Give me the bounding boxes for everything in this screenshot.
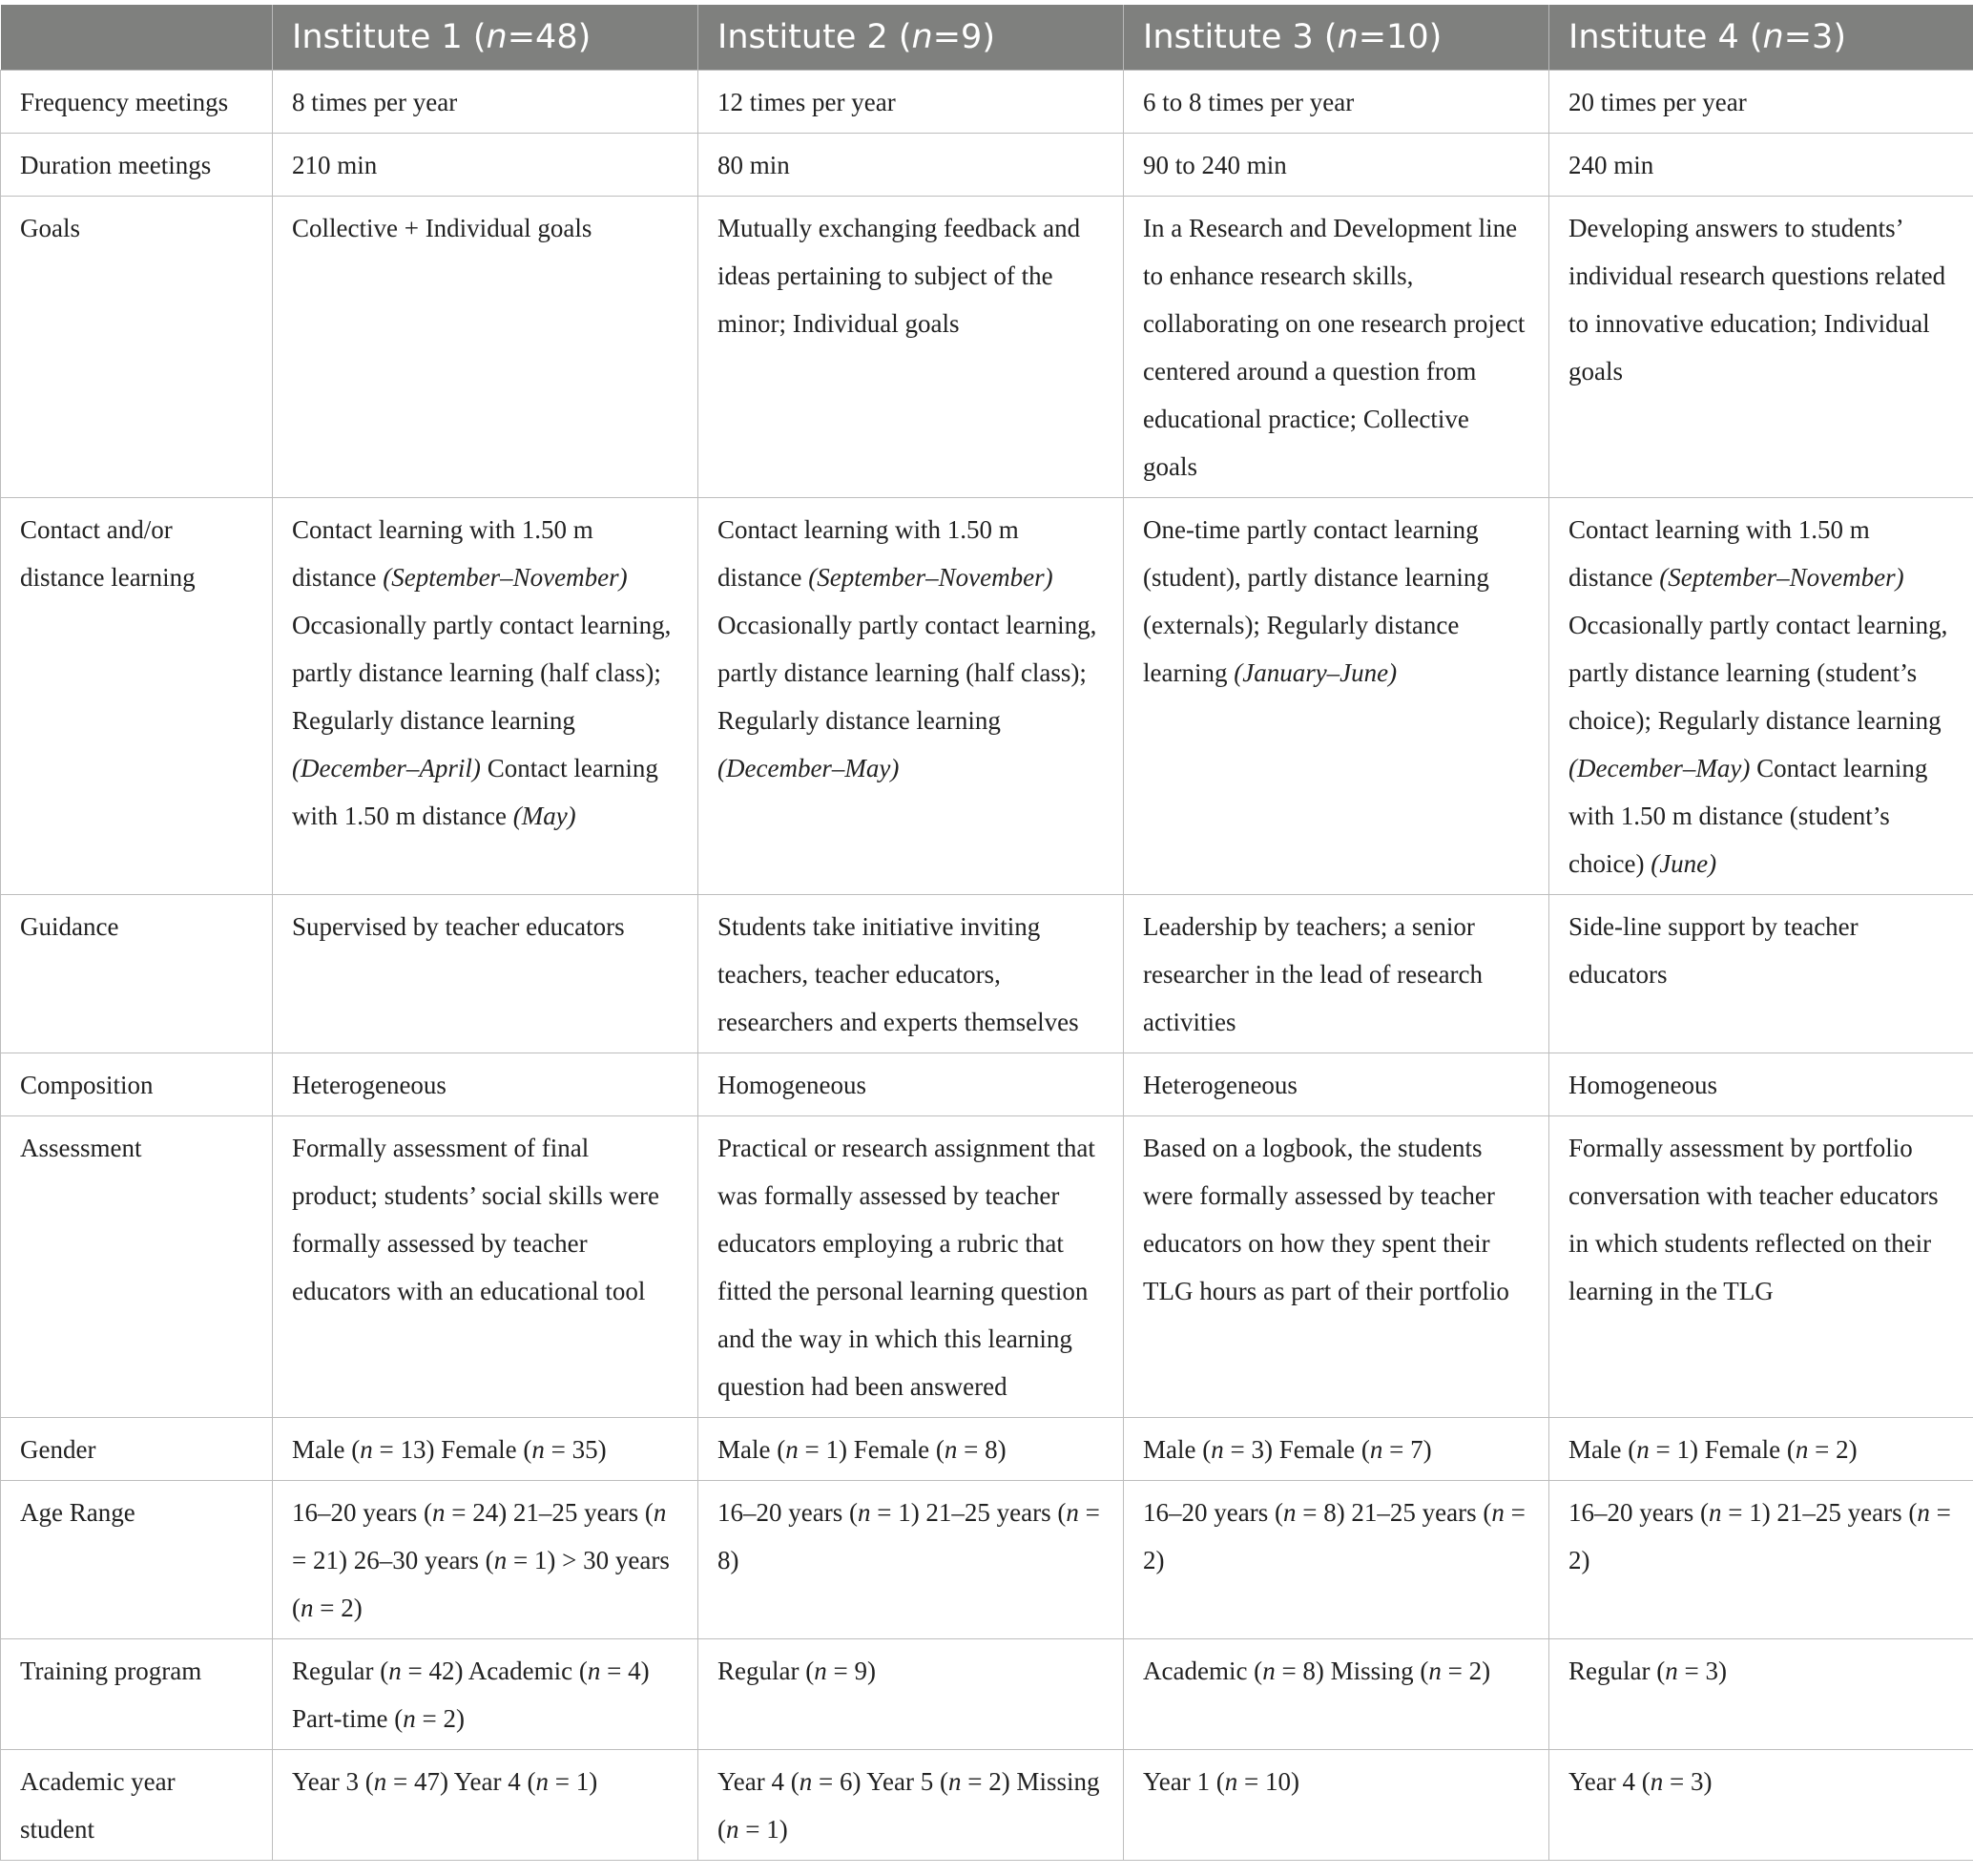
cell-institute-1: Heterogeneous xyxy=(273,1053,698,1116)
row-guidance xyxy=(1,895,1973,1053)
header-row xyxy=(1,5,1973,71)
institutes-comparison-table xyxy=(0,5,1973,1861)
cell-institute-3: 16–20 years (n = 8) 21–25 years (n = 2) xyxy=(1124,1481,1549,1639)
row-academic-year-student xyxy=(1,1750,1973,1861)
cell-institute-2: Male (n = 1) Female (n = 8) xyxy=(698,1418,1124,1481)
row-label: Duration meetings xyxy=(1,134,273,197)
row-label: Training program xyxy=(1,1639,273,1750)
row-composition xyxy=(1,1053,1973,1116)
header-institute-3: Institute 3 (n=10) xyxy=(1124,5,1549,71)
cell-institute-4: Formally assessment by portfolio conversation with teacher educators in which students reflected on their learning in the TLG xyxy=(1549,1116,1973,1418)
cell-institute-2: Regular (n = 9) xyxy=(698,1639,1124,1750)
cell-institute-1: Contact learning with 1.50 m distance (September–November) Occasionally partly contact learning, partly distance learning (half class); Regularly distance learning (December–April) Contact learning with 1.50 m distance (May) xyxy=(273,498,698,895)
cell-institute-1: Year 3 (n = 47) Year 4 (n = 1) xyxy=(273,1750,698,1861)
row-label: Composition xyxy=(1,1053,273,1116)
cell-institute-2: Contact learning with 1.50 m distance (September–November) Occasionally partly contact learning, partly distance learning (half class); Regularly distance learning (December–May) xyxy=(698,498,1124,895)
row-assessment xyxy=(1,1116,1973,1418)
row-label: Academic year student xyxy=(1,1750,273,1861)
cell-institute-3: Year 1 (n = 10) xyxy=(1124,1750,1549,1861)
cell-institute-3: Based on a logbook, the students were formally assessed by teacher educators on how they spent their TLG hours as part of their portfolio xyxy=(1124,1116,1549,1418)
cell-institute-2: 12 times per year xyxy=(698,71,1124,134)
cell-institute-1: 8 times per year xyxy=(273,71,698,134)
row-training-program xyxy=(1,1639,1973,1750)
row-label: Contact and/or distance learning xyxy=(1,498,273,895)
cell-institute-3: 6 to 8 times per year xyxy=(1124,71,1549,134)
cell-institute-4: Developing answers to students’ individual research questions related to innovative education; Individual goals xyxy=(1549,197,1973,498)
cell-institute-3: In a Research and Development line to enhance research skills, collaborating on one research project centered around a question from educational practice; Collective goals xyxy=(1124,197,1549,498)
cell-institute-2: Year 4 (n = 6) Year 5 (n = 2) Missing (n = 1) xyxy=(698,1750,1124,1861)
row-label: Age Range xyxy=(1,1481,273,1639)
cell-institute-4: 240 min xyxy=(1549,134,1973,197)
cell-institute-1: Formally assessment of final product; students’ social skills were formally assessed by teacher educators with an educational tool xyxy=(273,1116,698,1418)
row-label: Assessment xyxy=(1,1116,273,1418)
cell-institute-1: Male (n = 13) Female (n = 35) xyxy=(273,1418,698,1481)
cell-institute-3: Heterogeneous xyxy=(1124,1053,1549,1116)
cell-institute-4: Side-line support by teacher educators xyxy=(1549,895,1973,1053)
row-frequency-meetings xyxy=(1,71,1973,134)
cell-institute-3: One-time partly contact learning (student), partly distance learning (externals); Regularly distance learning (January–June) xyxy=(1124,498,1549,895)
row-label: Gender xyxy=(1,1418,273,1481)
row-gender xyxy=(1,1418,1973,1481)
cell-institute-2: Homogeneous xyxy=(698,1053,1124,1116)
row-duration-meetings xyxy=(1,134,1973,197)
cell-institute-4: Contact learning with 1.50 m distance (September–November) Occasionally partly contact learning, partly distance learning (student’s choice); Regularly distance learning (December–May) Contact learning with 1.50 m distance (student’s choice) (June) xyxy=(1549,498,1973,895)
cell-institute-3: 90 to 240 min xyxy=(1124,134,1549,197)
cell-institute-2: Students take initiative inviting teachers, teacher educators, researchers and experts themselves xyxy=(698,895,1124,1053)
cell-institute-3: Leadership by teachers; a senior researcher in the lead of research activities xyxy=(1124,895,1549,1053)
cell-institute-2: 80 min xyxy=(698,134,1124,197)
header-institute-4: Institute 4 (n=3) xyxy=(1549,5,1973,71)
cell-institute-3: Academic (n = 8) Missing (n = 2) xyxy=(1124,1639,1549,1750)
row-label: Guidance xyxy=(1,895,273,1053)
cell-institute-4: Year 4 (n = 3) xyxy=(1549,1750,1973,1861)
header-institute-2: Institute 2 (n=9) xyxy=(698,5,1124,71)
header-corner xyxy=(1,5,273,71)
cell-institute-4: 16–20 years (n = 1) 21–25 years (n = 2) xyxy=(1549,1481,1973,1639)
cell-institute-1: Collective + Individual goals xyxy=(273,197,698,498)
cell-institute-3: Male (n = 3) Female (n = 7) xyxy=(1124,1418,1549,1481)
cell-institute-1: 16–20 years (n = 24) 21–25 years (n = 21) 26–30 years (n = 1) > 30 years (n = 2) xyxy=(273,1481,698,1639)
row-label: Frequency meetings xyxy=(1,71,273,134)
row-age-range xyxy=(1,1481,1973,1639)
cell-institute-4: Male (n = 1) Female (n = 2) xyxy=(1549,1418,1973,1481)
cell-institute-4: Homogeneous xyxy=(1549,1053,1973,1116)
cell-institute-1: 210 min xyxy=(273,134,698,197)
header-institute-1: Institute 1 (n=48) xyxy=(273,5,698,71)
cell-institute-2: Mutually exchanging feedback and ideas pertaining to subject of the minor; Individual goals xyxy=(698,197,1124,498)
row-goals xyxy=(1,197,1973,498)
cell-institute-4: Regular (n = 3) xyxy=(1549,1639,1973,1750)
cell-institute-1: Regular (n = 42) Academic (n = 4) Part-time (n = 2) xyxy=(273,1639,698,1750)
cell-institute-2: Practical or research assignment that was formally assessed by teacher educators employing a rubric that fitted the personal learning question and the way in which this learning question had been answered xyxy=(698,1116,1124,1418)
row-contact-distance-learning xyxy=(1,498,1973,895)
cell-institute-4: 20 times per year xyxy=(1549,71,1973,134)
row-label: Goals xyxy=(1,197,273,498)
cell-institute-2: 16–20 years (n = 1) 21–25 years (n = 8) xyxy=(698,1481,1124,1639)
cell-institute-1: Supervised by teacher educators xyxy=(273,895,698,1053)
